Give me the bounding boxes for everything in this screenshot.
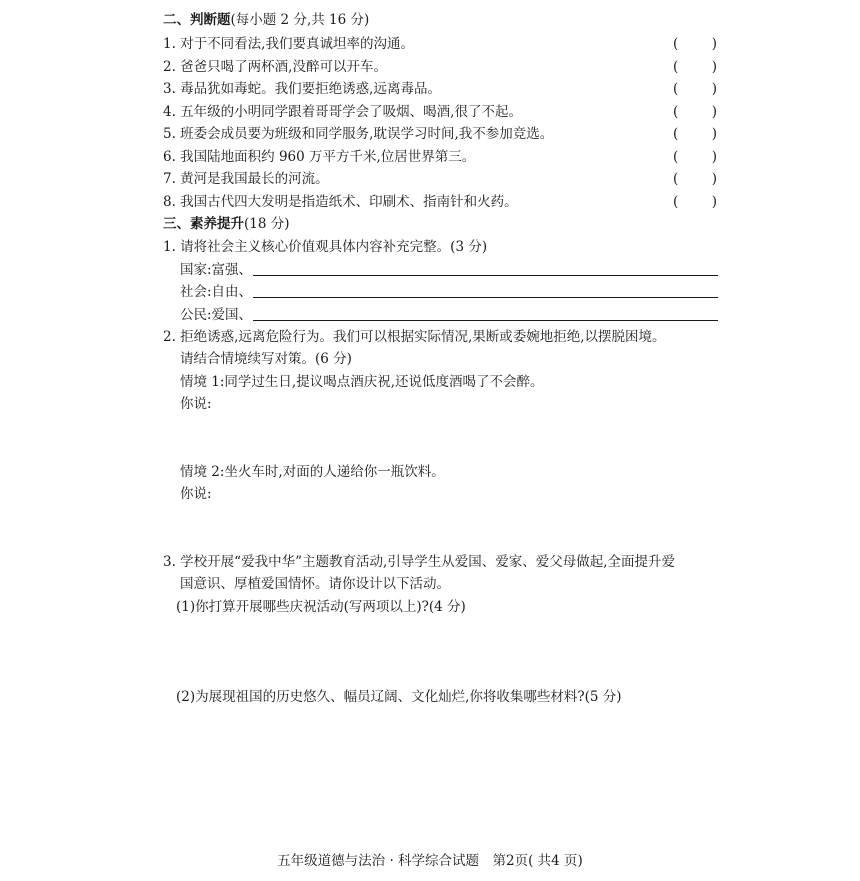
q3-stem-line2: 国意识、厚植爱国情怀。请你设计以下活动。 — [180, 576, 450, 592]
section-2-title-text: 二、判断题 — [163, 12, 231, 28]
q1-label-citizen: 公民:爱国、 — [180, 307, 253, 323]
bracket-left: ( — [673, 59, 679, 75]
bracket-right: ) — [711, 194, 717, 210]
q2-scene-1: 情境 1:同学过生日,提议喝点酒庆祝,还说低度酒喝了不会醉。 — [180, 374, 544, 390]
judge-item-3: 3. 毒品犹如毒蛇。我们要拒绝诱惑,远离毒品。 — [163, 81, 441, 97]
bracket-right: ) — [711, 149, 717, 165]
q1-stem: 1. 请将社会主义核心价值观具体内容补充完整。(3 分) — [163, 239, 488, 255]
bracket-right: ) — [711, 171, 717, 187]
q3-stem-line1: 3. 学校开展“爱我中华”主题教育活动,引导学生从爱国、爱家、爱父母做起,全面提升爱 — [163, 554, 676, 570]
section-2-note: (每小题 2 分,共 16 分) — [230, 12, 370, 28]
q1-blank-citizen[interactable] — [180, 306, 718, 324]
bracket-left: ( — [673, 126, 679, 142]
answer-line — [253, 320, 718, 321]
q2-you-say-1[interactable]: 你说: — [180, 396, 212, 412]
judge-item-8: 8. 我国古代四大发明是指造纸术、印刷术、指南针和火药。 — [163, 194, 518, 210]
page-footer: 五年级道德与法治 · 科学综合试题 第2页( 共4 页) — [277, 853, 583, 869]
section-3-note: (18 分) — [244, 216, 290, 232]
bracket-right: ) — [711, 126, 717, 142]
bracket-left: ( — [673, 194, 679, 210]
bracket-left: ( — [673, 149, 679, 165]
bracket-right: ) — [711, 104, 717, 120]
judge-item-6: 6. 我国陆地面积约 960 万平方千米,位居世界第三。 — [163, 149, 476, 165]
judge-item-5: 5. 班委会成员要为班级和同学服务,耽误学习时间,我不参加竞选。 — [163, 126, 554, 142]
judge-item-1: 1. 对于不同看法,我们要真诚坦率的沟通。 — [163, 36, 414, 52]
q2-scene-2: 情境 2:坐火车时,对面的人递给你一瓶饮料。 — [180, 464, 445, 480]
q1-label-country: 国家:富强、 — [180, 262, 253, 278]
judge-item-7: 7. 黄河是我国最长的河流。 — [163, 171, 329, 187]
q2-stem-line1: 2. 拒绝诱惑,远离危险行为。我们可以根据实际情况,果断或委婉地拒绝,以摆脱困境。 — [163, 329, 666, 345]
section-3-title-text: 三、素养提升 — [163, 216, 244, 232]
judge-item-2: 2. 爸爸只喝了两杯酒,没醉可以开车。 — [163, 59, 387, 75]
q1-label-society: 社会:自由、 — [180, 284, 253, 300]
section-3-title — [163, 215, 290, 233]
bracket-right: ) — [711, 59, 717, 75]
answer-line — [253, 297, 718, 298]
section-2-title — [163, 11, 369, 29]
bracket-left: ( — [673, 104, 679, 120]
q2-you-say-2[interactable]: 你说: — [180, 486, 212, 502]
bracket-left: ( — [673, 171, 679, 187]
q1-blank-country[interactable] — [180, 261, 718, 279]
q3-sub-1: (1)你打算开展哪些庆祝活动(写两项以上)?(4 分) — [176, 599, 466, 615]
bracket-left: ( — [673, 81, 679, 97]
bracket-right: ) — [711, 81, 717, 97]
bracket-right: ) — [711, 36, 717, 52]
q2-stem-line2: 请结合情境续写对策。(6 分) — [180, 351, 352, 367]
bracket-left: ( — [673, 36, 679, 52]
q3-sub-2: (2)为展现祖国的历史悠久、幅员辽阔、文化灿烂,你将收集哪些材料?(5 分) — [176, 689, 622, 705]
q1-blank-society[interactable] — [180, 283, 718, 301]
judge-item-4: 4. 五年级的小明同学跟着哥哥学会了吸烟、喝酒,很了不起。 — [163, 104, 522, 120]
answer-line — [253, 275, 718, 276]
